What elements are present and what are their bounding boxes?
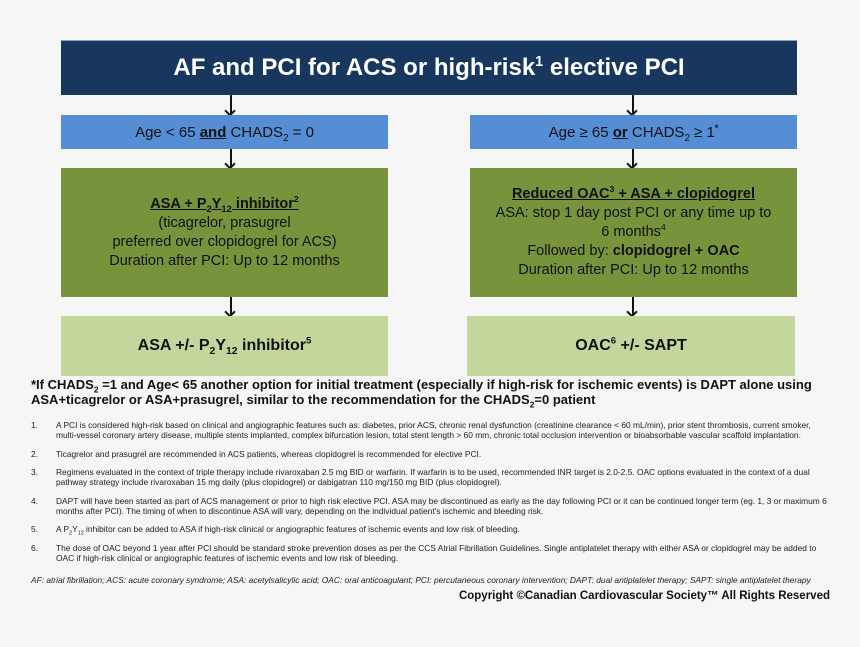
condition-box-high-risk (470, 115, 797, 149)
treatment-line: (ticagrelor, prasugrel (158, 214, 291, 231)
treatment-line: 6 months$^4$ (601, 222, 666, 240)
arrow-down-icon (632, 149, 634, 167)
outcome-box-left (61, 316, 388, 376)
treatment-line: ASA: stop 1 day post PCI or any time up to (495, 205, 772, 221)
references-list (31, 420, 831, 571)
treatment-title: ASA + $P_2Y_{12}$ inhibitor$^2$ (150, 193, 299, 214)
arrow-down-icon (230, 297, 232, 315)
condition-text: Age ≥ 65 or $CHADS_2 \ge 1^*$ (548, 122, 719, 144)
flowchart-title (61, 40, 797, 95)
treatment-line: Followed by: clopidogrel + OAC (527, 243, 740, 259)
outcome-box-right (467, 316, 795, 376)
reference-item: 2. Ticagrelor and prasugrel are recommended in ACS patients, whereas clopidogrel is recommended for elective PCI. (31, 448, 482, 459)
reference-item: 1. A PCI is considered high-risk based on clinical and angiographic features such as: diabetes, prior ACS, chronic renal dysfunction (creatinine clearance < 60 mL/min), prior stent thrombosis, current smoker, multi-vessel coronary artery disease, multiple stents implanted, complex bifurcation lesion, total stent length > 60 mm, chronic total occlusion intervention or bioabsorbable vascular scaffold implantation. (31, 420, 811, 440)
abbreviations: AF: atrial fibrillation; ACS: acute coronary syndrome; ASA: acetylsalicylic acid; OAC: oral anticoagulant; PCI: percutaneous coronary intervention; DAPT: dual antiplatelet therapy; SAPT: single antiplatelet therapy (31, 575, 811, 585)
arrow-down-icon (632, 297, 634, 315)
reference-item: 5. A $P_2Y_{12}$ inhibitor can be added to ASA if high-risk clinical or angiographic features of ischemic events and low risk of bleeding. (31, 524, 520, 537)
copyright: Copyright ©Canadian Cardiovascular Society™ All Rights Reserved (458, 590, 830, 602)
title-text: AF and PCI for ACS or high-risk$^1$ elective PCI (173, 54, 685, 81)
reference-item: 4. DAPT will have been started as part of ACS management or prior to high risk elective PCI. ASA may be discontinued as early as the day following PCI or it can be continued longer term (eg. 1, 3 or maximum 6 months after PCI). The timing of when to discontinue ASA will vary, depending on the individual patient's ischemic and bleeding risk. (31, 495, 827, 516)
condition-text: Age < 65 and $CHADS_2 = 0$ (135, 123, 314, 144)
treatment-line: Duration after PCI: Up to 12 months (109, 252, 340, 269)
reference-item: 6. The dose of OAC beyond 1 year after PCI should be standard stroke prevention doses as per the CCS Atrial Fibrillation Guidelines. Single antiplatelet therapy with either ASA or clopidogrel may be added to OAC if high-risk clinical or angiographic features of ischemic events and low risk of bleeding. (31, 542, 817, 563)
outcome-text: $OAC^6$ +/- SAPT (575, 335, 687, 354)
reference-item: 3. Regimens evaluated in the context of triple therapy include rivaroxaban 2.5 mg BID or warfarin. If warfarin is to be used, recommended INR target is 2.0-2.5. OAC options evaluated in the context of a dual pathway strategy include rivaroxaban 15 mg daily (plus clopidogrel) or dabigatran 110 mg/150 mg BID (plus clopidogrel). (31, 467, 810, 487)
treatment-line: preferred over clopidogrel for ACS) (112, 233, 337, 250)
arrow-down-icon (230, 149, 232, 167)
outcome-text: ASA +/- $P_2Y_{12}$ inhibitor$^5$ (137, 335, 312, 358)
arrow-down-icon (230, 95, 232, 114)
treatment-box-triple-therapy (470, 168, 797, 297)
arrow-down-icon (632, 95, 634, 114)
condition-box-low-risk (61, 115, 388, 149)
asterisk-note: *If $CHADS_2 =1$ and Age< 65 another option for initial treatment (especially if high-risk for ischemic events) is DAPT alone using ASA+ticagrelor or ASA+prasugrel, similar to the recommendation for the $CHADS_2=0$ patient (31, 377, 812, 410)
treatment-box-dapt (61, 168, 388, 297)
treatment-title: Reduced $OAC^3$ + ASA + clopidogrel (511, 184, 756, 202)
treatment-line: Duration after PCI: Up to 12 months (518, 262, 749, 278)
